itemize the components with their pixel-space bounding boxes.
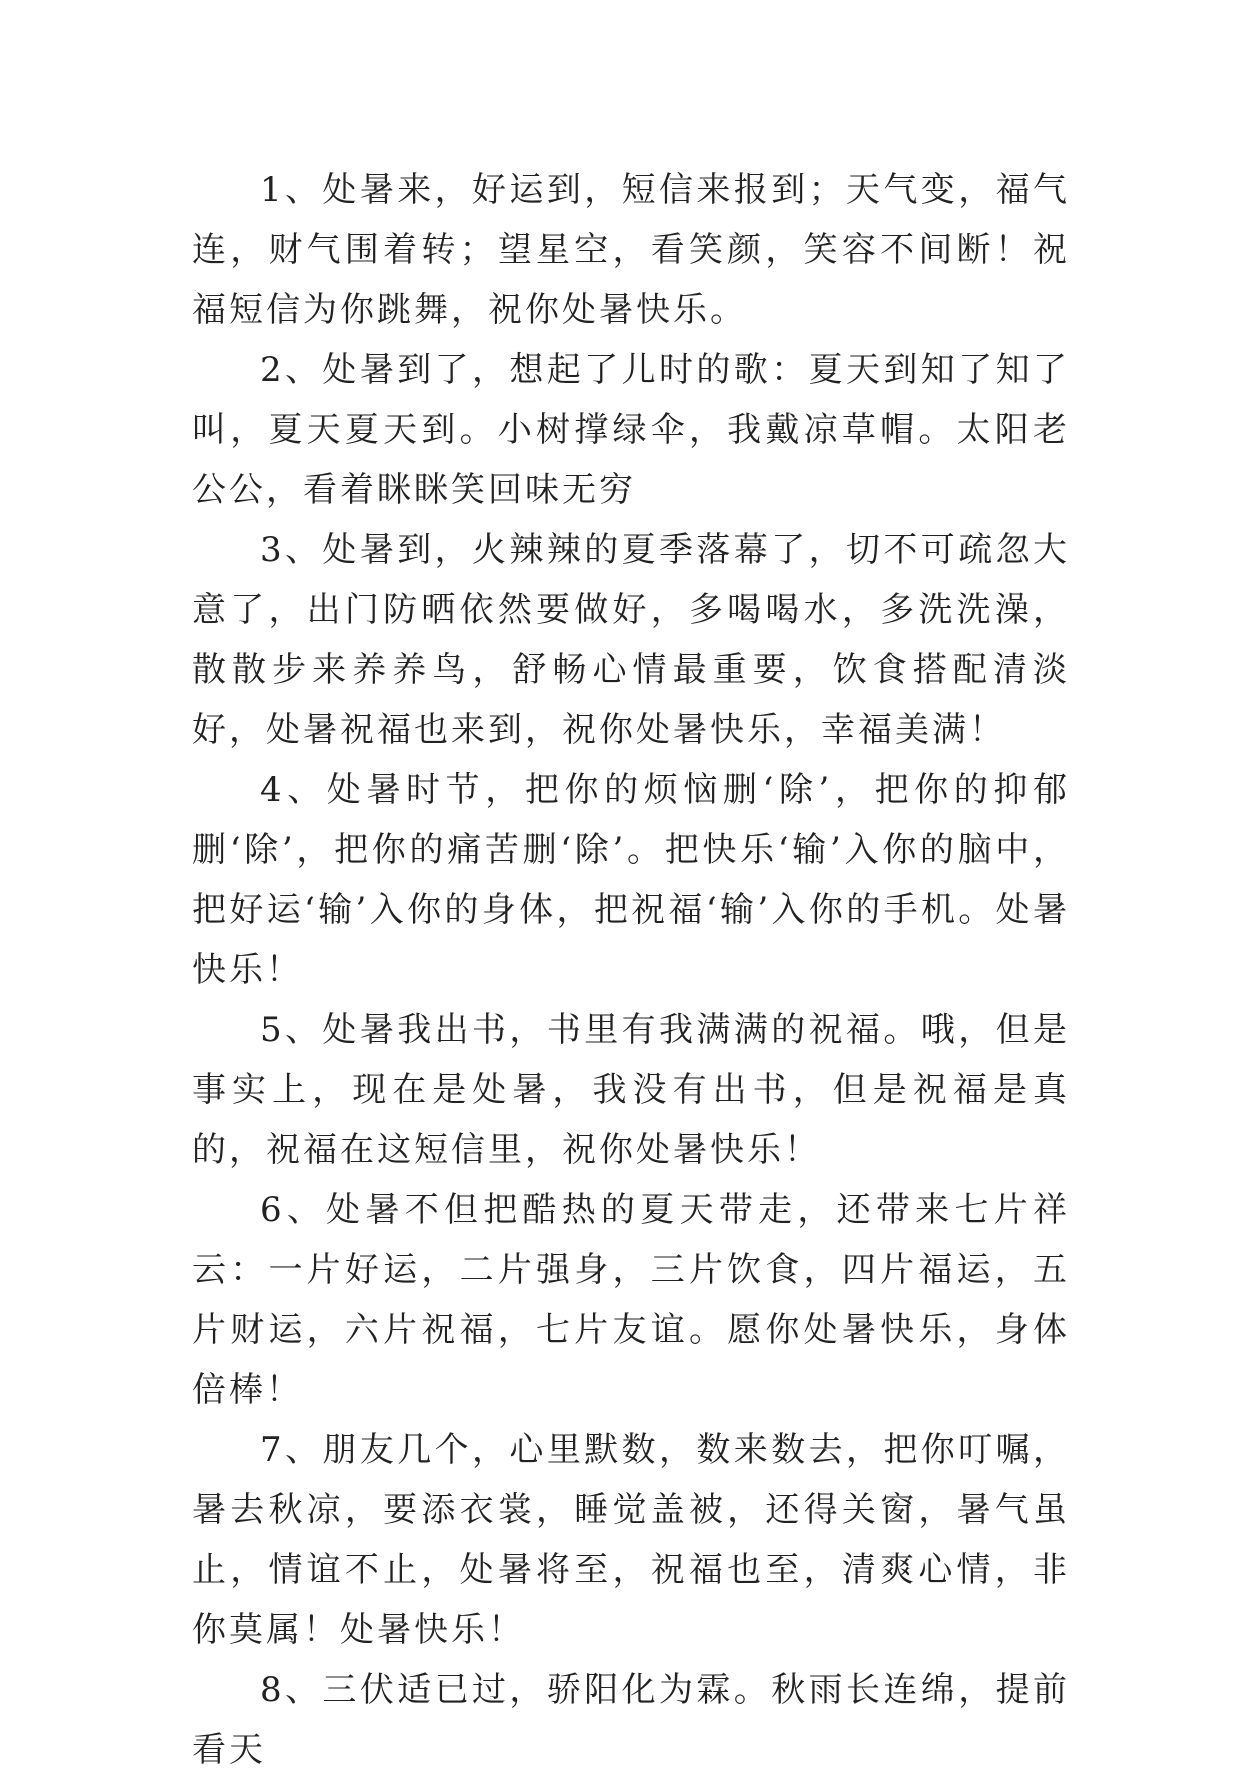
paragraph-1: 1、处暑来，好运到，短信来报到；天气变，福气连，财气围着转；望星空，看笑颜，笑容不间断！祝福短信为你跳舞，祝你处暑快乐。 <box>192 170 1070 330</box>
paragraph-2: 2、处暑到了，想起了儿时的歌：夏天到知了知了叫，夏天夏天到。小树撑绿伞，我戴凉草帽。太阳老公公，看着眯眯笑回味无穷 <box>192 350 1070 510</box>
paragraph-5: 5、处暑我出书，书里有我满满的祝福。哦，但是事实上，现在是处暑，我没有出书，但是祝福是真的，祝福在这短信里，祝你处暑快乐！ <box>192 1010 1070 1170</box>
paragraph-3: 3、处暑到，火辣辣的夏季落幕了，切不可疏忽大意了，出门防晒依然要做好，多喝喝水，多洗洗澡，散散步来养养鸟，舒畅心情最重要，饮食搭配清淡好，处暑祝福也来到，祝你处暑快乐，幸福美满！ <box>192 530 1070 750</box>
paragraph-7: 7、朋友几个，心里默数，数来数去，把你叮嘱，暑去秋凉，要添衣裳，睡觉盖被，还得关窗，暑气虽止，情谊不止，处暑将至，祝福也至，清爽心情，非你莫属！处暑快乐！ <box>192 1430 1070 1650</box>
paragraph-6: 6、处暑不但把酷热的夏天带走，还带来七片祥云：一片好运，二片强身，三片饮食，四片福运，五片财运，六片祝福，七片友谊。愿你处暑快乐，身体倍棒！ <box>192 1190 1070 1410</box>
document-body <box>192 160 1070 1780</box>
paragraph-8: 8、三伏适已过，骄阳化为霖。秋雨长连绵，提前看天 <box>192 1670 1070 1770</box>
paragraph-4: 4、处暑时节，把你的烦恼删‘除’，把你的抑郁删‘除’，把你的痛苦删‘除’。把快乐‘输’入你的脑中，把好运‘输’入你的身体，把祝福‘输’入你的手机。处暑快乐！ <box>192 770 1070 990</box>
